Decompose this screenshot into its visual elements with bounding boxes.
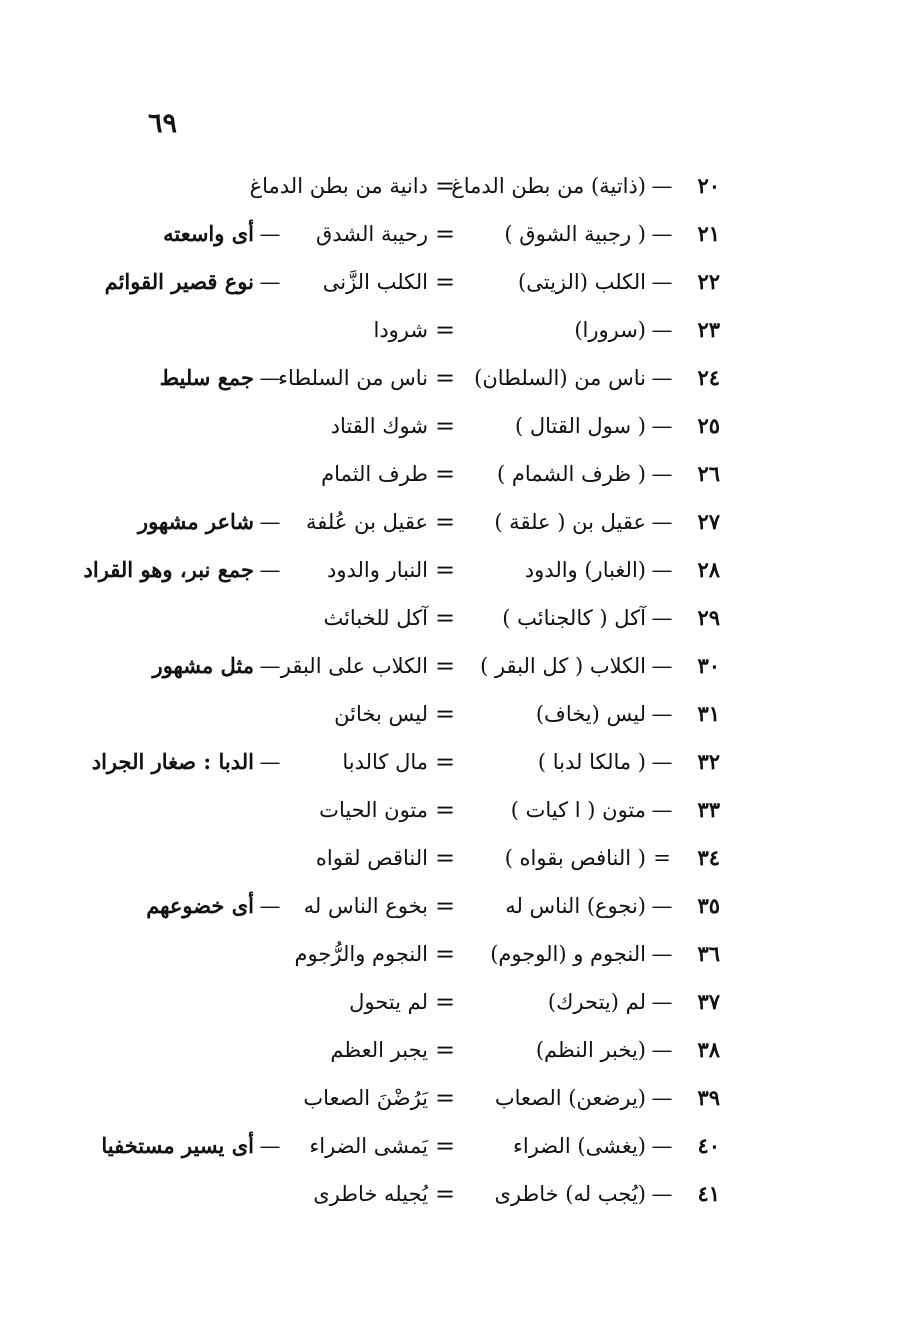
entry-row (101, 1126, 720, 1174)
entry-equals: = (434, 364, 456, 392)
entry-dash: — (651, 1086, 673, 1110)
entry-dash: — (651, 462, 673, 486)
entry-equals: = (434, 268, 456, 296)
entry-number: ٢٣ (697, 317, 720, 342)
entry-note: شاعر مشهور (137, 509, 254, 534)
entry-dash: — (651, 222, 673, 246)
entry-note: أى واسعته (163, 221, 254, 246)
entry-dash: — (651, 1134, 673, 1158)
entry-note: الدبا : صغار الجراد (91, 749, 254, 774)
entry-row (120, 886, 720, 934)
entry-row (83, 550, 720, 598)
entry-number: ٢٥ (697, 413, 720, 438)
entry-row (120, 694, 720, 742)
entry-row (120, 358, 720, 406)
entry-original: (يرضعن) الصعاب (494, 1086, 646, 1110)
entry-dash: — (651, 174, 673, 198)
entry-number: ٣١ (697, 701, 720, 726)
entry-note-dash: — (259, 750, 281, 774)
entry-original: (يخبر النظم) (535, 1038, 646, 1062)
entry-equals: = (434, 508, 456, 536)
entry-equals: = (434, 940, 456, 968)
entry-dash: — (651, 798, 673, 822)
entry-correction: يجبر العظم (330, 1038, 428, 1062)
entry-number: ٣٧ (697, 989, 720, 1014)
entry-correction: لم يتحول (349, 990, 428, 1014)
entry-note-dash: — (259, 366, 281, 390)
entry-dash: — (651, 510, 673, 534)
entry-row (120, 838, 720, 886)
entry-number: ٣٨ (697, 1037, 720, 1062)
entry-dash: — (651, 558, 673, 582)
entry-number: ٣٩ (697, 1085, 720, 1110)
entry-original: ( النافص بقواه ) (504, 846, 646, 870)
entry-note-dash: — (259, 654, 281, 678)
entry-row (104, 262, 720, 310)
entry-equals: = (434, 700, 456, 728)
entry-equals: = (434, 1084, 456, 1112)
entry-number: ٣٣ (697, 797, 720, 822)
entry-original: ناس من (السلطان) (474, 366, 646, 390)
entry-original: ( سول القتال ) (515, 414, 646, 438)
entry-note-dash: — (259, 894, 281, 918)
entry-note-dash: — (259, 1134, 281, 1158)
entry-note-dash: — (259, 270, 281, 294)
entry-row (120, 598, 720, 646)
entry-number: ٢٩ (697, 605, 720, 630)
entry-correction: آكل للخبائث (323, 606, 428, 630)
entry-note: أى يسير مستخفيا (101, 1133, 254, 1158)
entry-dash: — (651, 1182, 673, 1206)
entry-dash: — (651, 1038, 673, 1062)
entry-number: ٣٤ (697, 845, 720, 870)
entry-correction: رحيبة الشدق (315, 222, 428, 246)
entry-equals: = (434, 652, 456, 680)
entry-number: ٢١ (697, 221, 720, 246)
entry-row (120, 214, 720, 262)
entry-dash: — (651, 606, 673, 630)
entry-correction: بخوع الناس له (303, 894, 428, 918)
entry-original: ليس (يخاف) (535, 702, 646, 726)
entry-equals: = (434, 172, 456, 200)
entry-correction: شرودا (373, 318, 428, 342)
entry-correction: النجوم والرُّجوم (294, 942, 428, 966)
entry-equals: = (434, 604, 456, 632)
entry-correction: يَرُضْنَ الصعاب (303, 1086, 428, 1110)
entry-note-dash: — (259, 558, 281, 582)
entry-dash: — (651, 702, 673, 726)
entry-row (120, 1174, 720, 1222)
entry-equals: = (434, 748, 456, 776)
entry-equals: = (434, 412, 456, 440)
entry-original: ( ظرف الشمام ) (497, 462, 646, 486)
entry-row (120, 1030, 720, 1078)
entry-dash: — (651, 990, 673, 1014)
entry-original: (سرورا) (574, 318, 646, 342)
entry-row (120, 406, 720, 454)
entry-original: (الغبار) والدود (524, 558, 646, 582)
entry-correction: دانية من بطن الدماغ (249, 174, 428, 198)
entry-note: جمع نبر، وهو القراد (83, 557, 254, 582)
entry-correction: يَمشى الضراء (309, 1134, 428, 1158)
entry-equals: = (434, 316, 456, 344)
entry-correction: ناس من السلطاء (278, 366, 428, 390)
entry-equals: = (434, 460, 456, 488)
entry-correction: الكلب الزَّنى (322, 270, 428, 294)
entries-list (83, 166, 720, 1222)
entry-number: ٢٦ (697, 461, 720, 486)
entry-number: ٢٧ (697, 509, 720, 534)
entry-original: (نجوع) الناس له (505, 894, 646, 918)
entry-dash: — (651, 414, 673, 438)
entry-row (120, 1078, 720, 1126)
entry-equals: = (434, 796, 456, 824)
entry-correction: متون الحيات (319, 798, 428, 822)
entry-dash: — (651, 318, 673, 342)
entry-number: ٢٢ (697, 269, 720, 294)
entry-correction: النبار والدود (326, 558, 428, 582)
entry-equals: = (434, 844, 456, 872)
entry-row (120, 982, 720, 1030)
entry-row (120, 310, 720, 358)
entry-row (120, 502, 720, 550)
entry-note-dash: — (259, 510, 281, 534)
entry-equals: = (434, 1180, 456, 1208)
entry-equals: = (434, 1036, 456, 1064)
entry-original: ( مالكا لدبا ) (537, 750, 646, 774)
entry-number: ٤٠ (697, 1133, 720, 1158)
entry-original: ( رجبية الشوق ) (504, 222, 646, 246)
entry-original: الكلاب ( كل البقر ) (480, 654, 646, 678)
entry-equals: = (434, 1132, 456, 1160)
entry-row (120, 790, 720, 838)
entry-original: متون ( ا كيات ) (510, 798, 646, 822)
entry-equals: = (434, 220, 456, 248)
entry-row (120, 166, 720, 214)
entry-number: ٢٨ (697, 557, 720, 582)
entry-dash: = (653, 846, 671, 870)
entry-note-dash: — (259, 222, 281, 246)
entry-number: ٢٤ (697, 365, 720, 390)
entry-note: نوع قصير القوائم (104, 269, 254, 294)
entry-row (91, 742, 720, 790)
entry-original: النجوم و (الوجوم) (490, 942, 646, 966)
entry-note: أى خضوعهم (146, 893, 254, 918)
entry-equals: = (434, 556, 456, 584)
entry-number: ٣٠ (697, 653, 720, 678)
entry-correction: مال كالدبا (342, 750, 428, 774)
entry-correction: ليس بخائن (334, 702, 428, 726)
entry-dash: — (651, 894, 673, 918)
entry-original: (ذاتية) من بطن الدماغ (451, 174, 646, 198)
entry-dash: — (651, 654, 673, 678)
entry-correction: يُجيله خاطرى (313, 1182, 428, 1206)
entry-note: جمع سليط (159, 365, 254, 390)
page-number: ٦٩ (148, 108, 178, 139)
entry-number: ٤١ (697, 1181, 720, 1206)
entry-original: آكل ( كالجنائب ) (502, 606, 646, 630)
entry-original: الكلب (الزيتى) (518, 270, 646, 294)
entry-correction: الكلاب على البقر (280, 654, 428, 678)
entry-original: (يُجب له) خاطرى (494, 1182, 646, 1206)
entry-dash: — (651, 942, 673, 966)
entry-correction: عقيل بن عُلفة (306, 510, 428, 534)
entry-original: عقيل بن ( علقة ) (494, 510, 646, 534)
entry-correction: طرف الثمام (321, 462, 428, 486)
entry-original: لم (يتحرك) (547, 990, 646, 1014)
entry-original: (يغشى) الضراء (512, 1134, 646, 1158)
entry-dash: — (651, 270, 673, 294)
entry-correction: الناقص لقواه (315, 846, 428, 870)
entry-correction: شوك القتاد (330, 414, 428, 438)
entry-number: ٢٠ (697, 173, 720, 198)
entry-number: ٣٥ (697, 893, 720, 918)
entry-number: ٣٦ (697, 941, 720, 966)
entry-row (120, 454, 720, 502)
entry-row (120, 646, 720, 694)
entry-dash: — (651, 366, 673, 390)
entry-dash: — (651, 750, 673, 774)
entry-equals: = (434, 988, 456, 1016)
entry-note: مثل مشهور (152, 653, 254, 678)
entry-number: ٣٢ (697, 749, 720, 774)
entry-row (120, 934, 720, 982)
entry-equals: = (434, 892, 456, 920)
